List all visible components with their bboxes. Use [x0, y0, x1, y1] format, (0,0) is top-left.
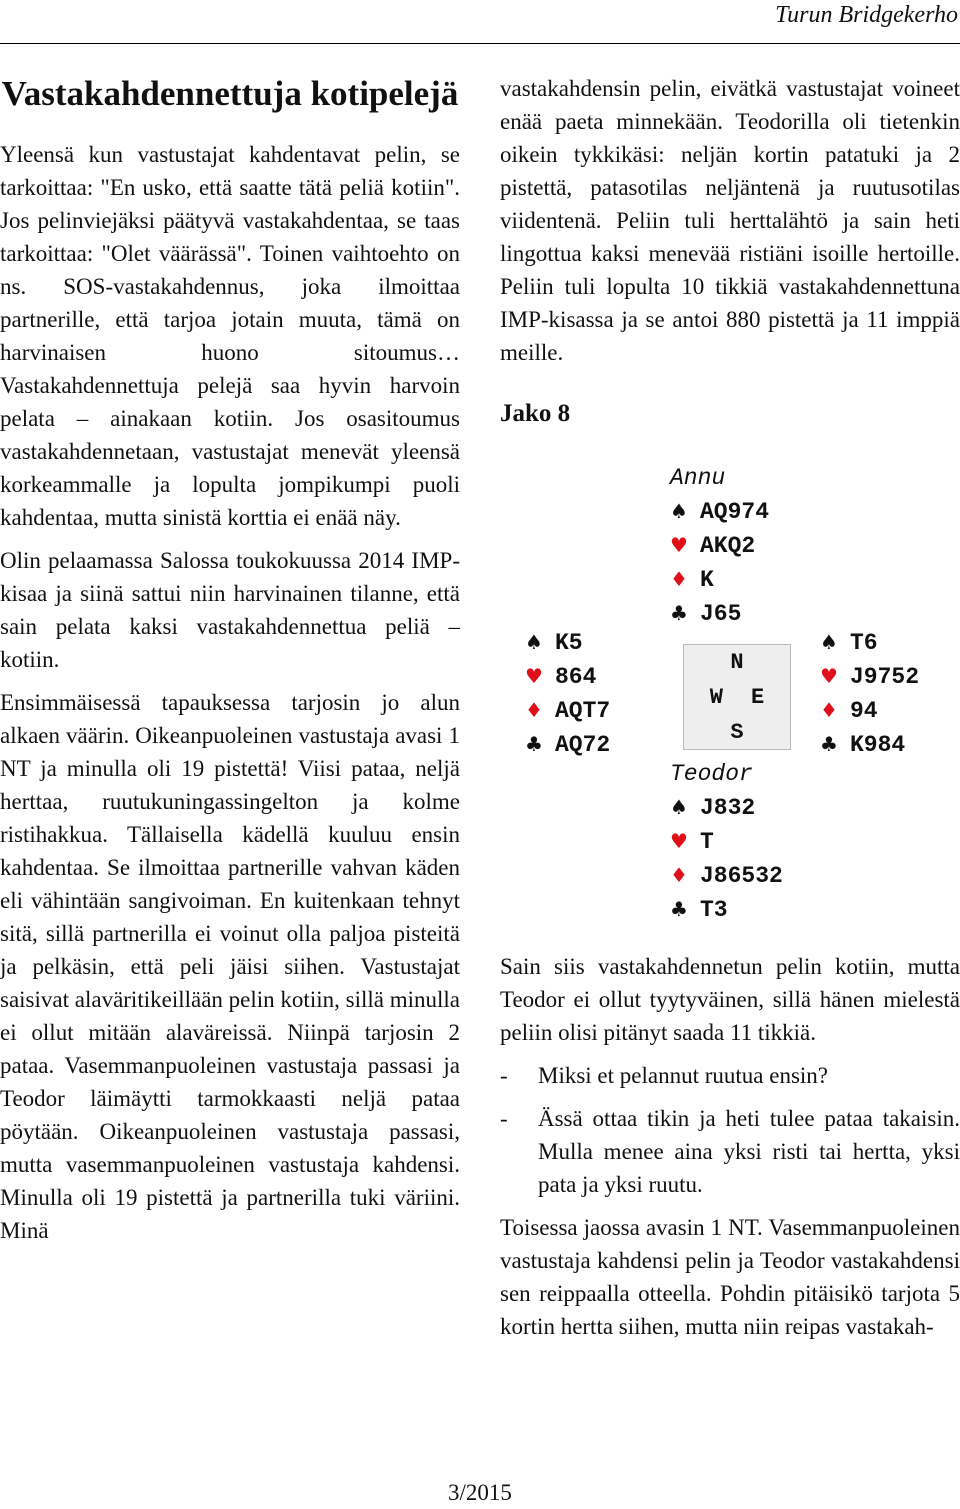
north-hearts: AKQ2 — [700, 533, 756, 559]
page-number: 3/2015 — [448, 1480, 512, 1505]
compass-box — [683, 644, 791, 750]
dialog-dash: - — [500, 1063, 508, 1088]
dialog-text: Ässä ottaa tikin ja heti tulee pataa takaisin. Mulla menee aina yksi risti tai hertta, yksi pata ja yksi ruutu. — [538, 1106, 960, 1197]
deal-title: Jako 8 — [500, 400, 571, 427]
heart-icon: ♥ — [670, 533, 688, 557]
compass-north: N — [730, 650, 744, 675]
south-clubs: T3 — [700, 897, 728, 923]
club-icon: ♣ — [525, 732, 543, 756]
north-diamonds: K — [700, 567, 714, 593]
south-hand — [670, 758, 783, 927]
dialog-dash: - — [500, 1106, 508, 1131]
west-hearts: 864 — [555, 664, 597, 690]
club-icon: ♣ — [670, 897, 688, 921]
west-diamonds: AQT7 — [555, 698, 611, 724]
compass-west: W — [709, 685, 723, 710]
east-spades: T6 — [850, 630, 878, 656]
bridge-deal-diagram — [500, 458, 960, 928]
diamond-icon: ♦ — [525, 698, 543, 722]
paragraph: Toisessa jaossa avasin 1 NT. Vasemmanpuoleinen vastustaja kahdensi pelin ja Teodor vastakahdensi sen reippaalla otteella. Pohdin pitäisikö tarjota 5 kortin hertta siihen, mutta niin reipas vastakah- — [500, 1215, 960, 1339]
north-player-name: Annu — [670, 465, 726, 491]
publication-header: Turun Bridgekerho — [775, 2, 958, 28]
paragraph: vastakahdensin pelin, eivätkä vastustajat voineet enää paeta minnekään. Teodorilla oli tietenkin oikein tykkikäsi: neljän kortin patatuki ja 2 pistettä, patasotilas neljäntenä ja ruutusotilas viidentenä. Peliin tuli herttalähtö ja sain heti lingottua kaksi menevää ristiäni isoille hertoille. Peliin tuli lopulta 10 tikkiä vastakahdennettuna IMP-kisassa ja se antoi 880 pistettä ja 11 imppiä meille. — [500, 76, 960, 365]
north-hand — [670, 462, 769, 631]
west-hand — [525, 626, 610, 762]
spade-icon: ♠ — [820, 630, 838, 654]
club-icon: ♣ — [670, 601, 688, 625]
south-diamonds: J86532 — [700, 863, 783, 889]
after-deal-text — [500, 950, 960, 1353]
paragraph: Sain siis vastakahdennetun pelin kotiin, mutta Teodor ei ollut tyytyväinen, sillä hänen mielestä peliin olisi pitänyt saada 11 tikkiä. — [500, 954, 960, 1045]
paragraph: Ensimmäisessä tapauksessa tarjosin jo alun alkaen väärin. Oikeanpuoleinen vastustaja avasi 1 NT ja minulla oli 19 pistettä! Viisi pataa, neljä herttaa, ruutukuningassingelton ja kolme ristihakkua. Tällaisella kädellä kuuluu ensin kahdentaa. Se ilmoittaa partnerille vahvan käden eli vähintään sangivoiman. En kuitenkaan tehnyt sitä, sillä partnerilla ei voinut olla paljoa pisteitä ja pelkäsin, että peli jäisi siihen. Vastustajat saisivat alaväritikeillään pelin kotiin, sillä minulla ei ollut mitään alaväreissä. Niinpä tarjosin 2 pataa. Vasemmanpuoleinen vastustaja passasi ja Teodor läimäytti tarmokkaasti neljä pataa pöytään. Oikeanpuoleinen vastustaja passasi, mutta vasemmanpuoleinen vastustaja kahdensi. Minulla oli 19 pistettä ja partnerilla tuki väriini. Minä — [0, 690, 460, 1243]
spade-icon: ♠ — [670, 499, 688, 523]
dialog-text: Miksi et pelannut ruutua ensin? — [538, 1063, 828, 1088]
diamond-icon: ♦ — [820, 698, 838, 722]
header-rule — [0, 43, 960, 44]
spade-icon: ♠ — [670, 795, 688, 819]
east-diamonds: 94 — [850, 698, 878, 724]
west-clubs: AQ72 — [555, 732, 611, 758]
spade-icon: ♠ — [525, 630, 543, 654]
east-hand — [820, 626, 919, 762]
north-spades: AQ974 — [700, 499, 770, 525]
south-player-name: Teodor — [670, 761, 753, 787]
west-spades: K5 — [555, 630, 583, 656]
south-hearts: T — [700, 829, 714, 855]
paragraph: Olin pelaamassa Salossa toukokuussa 2014 IMP-kisaa ja siinä sattui niin harvinainen tilanne, että sain pelata kaksi vastakahdennettua peliä – kotiin. — [0, 548, 460, 672]
east-clubs: K984 — [850, 732, 906, 758]
paragraph: Yleensä kun vastustajat kahdentavat pelin, se tarkoittaa: "En usko, että saatte tätä peliä kotiin". Jos pelinviejäksi päätyvä vastakahdentaa, se taas tarkoittaa: "Olet väärässä". Toinen vaihtoehto on ns. SOS-vastakahdennus, joka ilmoittaa partnerille, että tarjoa jotain muuta, tämä on harvinaisen huono sitoumus… Vastakahdennettuja pelejä saa hyvin harvoin pelata – ainakaan kotiin. Jos osasitoumus vastakahdennetaan, vastustajat menevät yleensä korkeammalle ja lopulta jompikumpi puoli kahdentaa, mutta sinistä korttia ei enää näy. — [0, 142, 460, 530]
compass-east: E — [751, 685, 765, 710]
diamond-icon: ♦ — [670, 567, 688, 591]
east-hearts: J9752 — [850, 664, 920, 690]
diamond-icon: ♦ — [670, 863, 688, 887]
north-clubs: J65 — [700, 601, 742, 627]
dialog-line — [500, 1059, 960, 1092]
compass-south: S — [730, 720, 744, 745]
left-column — [0, 72, 460, 1257]
heart-icon: ♥ — [820, 664, 838, 688]
heart-icon: ♥ — [670, 829, 688, 853]
dialog-line — [500, 1102, 960, 1201]
article-title: Vastakahdennettuja kotipelejä — [1, 74, 459, 113]
south-spades: J832 — [700, 795, 756, 821]
club-icon: ♣ — [820, 732, 838, 756]
heart-icon: ♥ — [525, 664, 543, 688]
